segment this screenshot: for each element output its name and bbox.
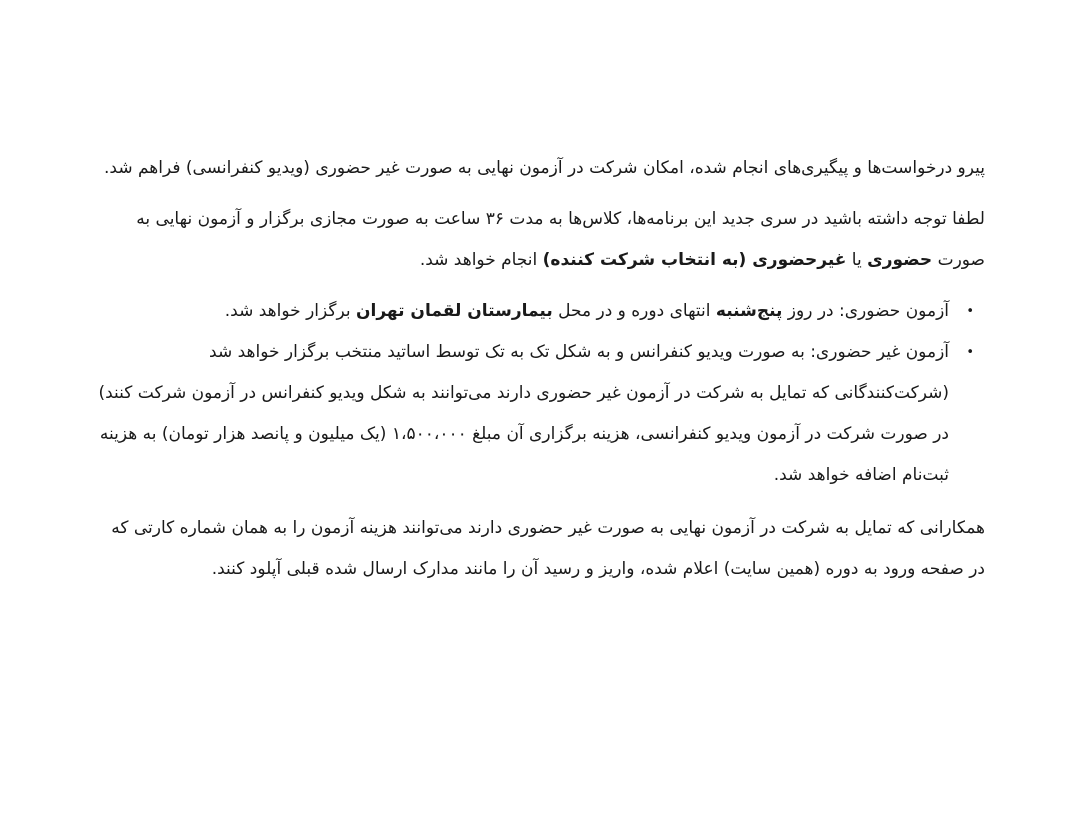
in-person-text: آزمون حضوری: در روز (787, 301, 949, 321)
exam-options-list (95, 291, 985, 496)
in-person-location-text: انتهای دوره و در محل (558, 301, 711, 321)
exam-format-or: یا (851, 250, 862, 270)
bullet-icon: • (966, 304, 974, 319)
bullet-icon: • (966, 345, 974, 360)
hospital-emphasis: بیمارستان لقمان تهران (356, 301, 553, 321)
in-person-end: برگزار خواهد شد. (224, 301, 351, 321)
remote-emphasis: غیرحضوری (به انتخاب شرکت کننده) (542, 250, 847, 270)
list-item-remote (95, 332, 974, 496)
exam-format-text: لطفا توجه داشته باشید در سری جدید این برنامه‌ها، کلاس‌ها به مدت ۳۶ ساعت به صورت مجازی برگزار و آزمون نهایی به صورت (136, 209, 985, 270)
intro-paragraph: پیرو درخواست‌ها و پیگیری‌های انجام شده، امکان شرکت در آزمون نهایی به صورت غیر حضوری (ویدیو کنفرانسی) فراهم شد. (104, 158, 985, 178)
thursday-emphasis: پنج‌شنبه (715, 301, 783, 321)
payment-paragraph: همکارانی که تمایل به شرکت در آزمون نهایی به صورت غیر حضوری دارند می‌توانند هزینه آزمون را به همان شماره کارتی که در صفحه ورود به دوره (همین سایت) اعلام شده، واریز و رسید آن را مانند مدارک ارسال شده قبلی آپلود کنند. (111, 518, 985, 579)
in-person-emphasis: حضوری (867, 250, 933, 270)
list-item-in-person (95, 291, 974, 332)
exam-format-end: انجام خواهد شد. (419, 250, 538, 270)
announcement-body (95, 148, 985, 590)
remote-text: آزمون غیر حضوری: به صورت ویدیو کنفرانس و به شکل تک به تک توسط اساتید منتخب برگزار خواهد شد (شرکت‌کنندگانی که تمایل به شرکت در آزمون غیر حضوری دارند می‌توانند به شکل ویدیو کنفرانس در آزمون شرکت کنند) در صورت شرکت در آزمون ویدیو کنفرانسی، هزینه برگزاری آن مبلغ ۱،۵۰۰،۰۰۰ (یک میلیون و پانصد هزار تومان) به هزینه ثبت‌نام اضافه خواهد شد. (98, 342, 949, 485)
exam-format-paragraph (95, 199, 985, 281)
